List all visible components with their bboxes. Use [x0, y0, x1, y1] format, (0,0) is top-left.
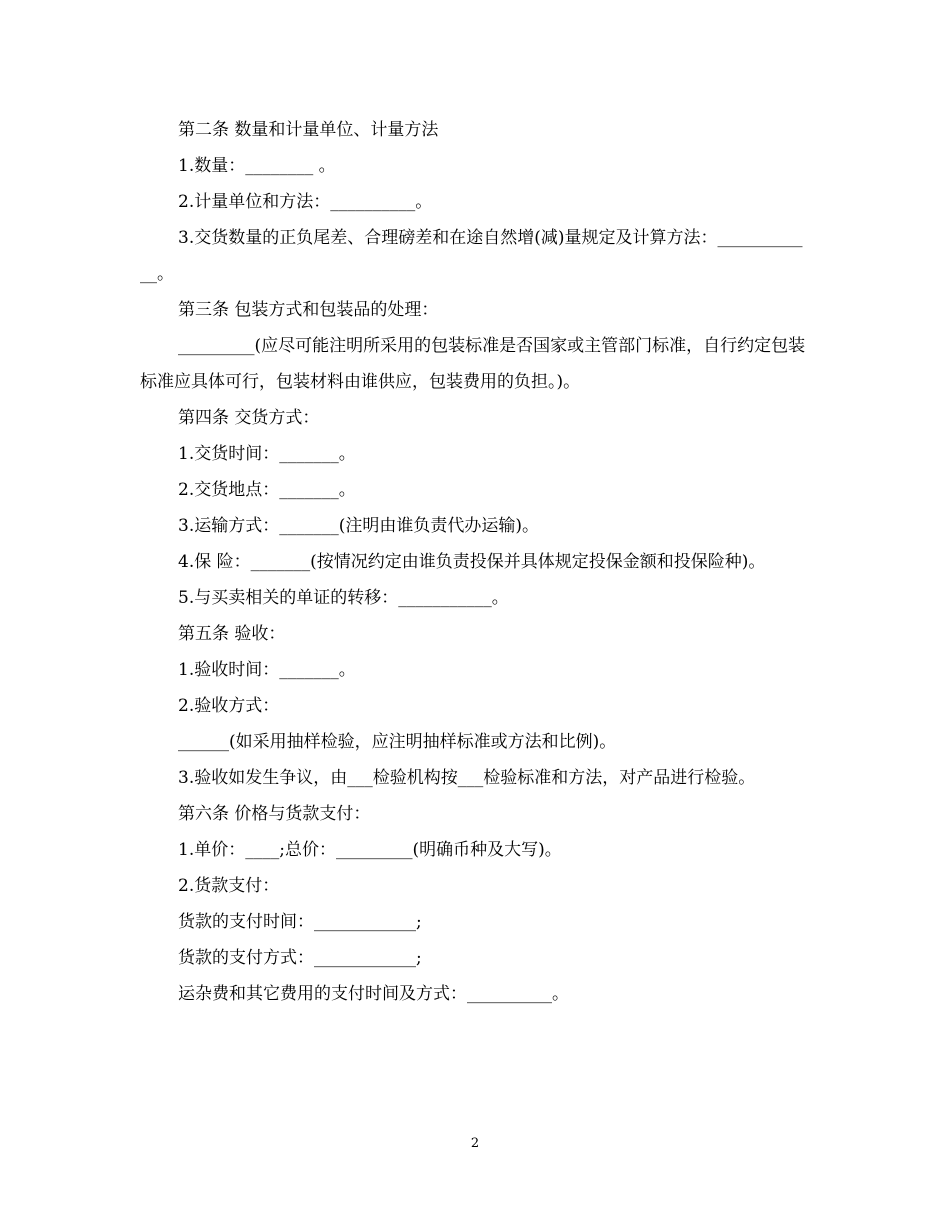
quantity-line: 1.数量：________ 。 [178, 156, 336, 176]
article-3-heading: 第三条 包装方式和包装品的处理： [178, 300, 439, 320]
payment-time-line: 货款的支付时间：____________; [178, 912, 422, 932]
page-number: 2 [470, 1136, 480, 1151]
quantity-tolerance-line: 3.交货数量的正负尾差、合理磅差和在途自然增(减)量规定及计算方法：____________。 [140, 228, 803, 284]
inspection-dispute-line: 3.验收如发生争议，由___检验机构按___检验标准和方法，对产品进行检验。 [178, 768, 756, 788]
delivery-place-line: 2.交货地点：_______。 [178, 480, 356, 500]
document-body [140, 112, 810, 1012]
article-6-heading: 第六条 价格与货款支付： [178, 804, 371, 824]
article-4-heading: 第四条 交货方式： [178, 408, 320, 428]
measurement-method-line: 2.计量单位和方法：__________。 [178, 192, 433, 212]
transport-method-line: 3.运输方式：_______(注明由谁负责代办运输)。 [178, 516, 539, 536]
inspection-time-line: 1.验收时间：_______。 [178, 660, 356, 680]
article-2-heading: 第二条 数量和计量单位、计量方法 [178, 120, 439, 140]
other-fees-line: 运杂费和其它费用的支付时间及方式：__________。 [178, 984, 569, 1004]
article-5-heading: 第五条 验收： [178, 624, 286, 644]
sampling-line: ______(如采用抽样检验，应注明抽样标准或方法和比例)。 [178, 732, 617, 752]
insurance-line: 4.保 险：_______(按情况约定由谁负责投保并具体规定投保金额和投保险种)。 [178, 552, 766, 572]
packaging-line: _________(应尽可能注明所采用的包装标准是否国家或主管部门标准，自行约定包装标准应具体可行，包装材料由谁供应，包装费用的负担。)。 [140, 336, 806, 392]
inspection-method-line: 2.验收方式： [178, 696, 280, 716]
delivery-time-line: 1.交货时间：_______。 [178, 444, 356, 464]
price-line: 1.单价：____;总价：_________(明确币种及大写)。 [178, 840, 562, 860]
payment-line: 2.货款支付： [178, 876, 280, 896]
documents-transfer-line: 5.与买卖相关的单证的转移：___________。 [178, 588, 509, 608]
payment-method-line: 货款的支付方式：____________; [178, 948, 422, 968]
